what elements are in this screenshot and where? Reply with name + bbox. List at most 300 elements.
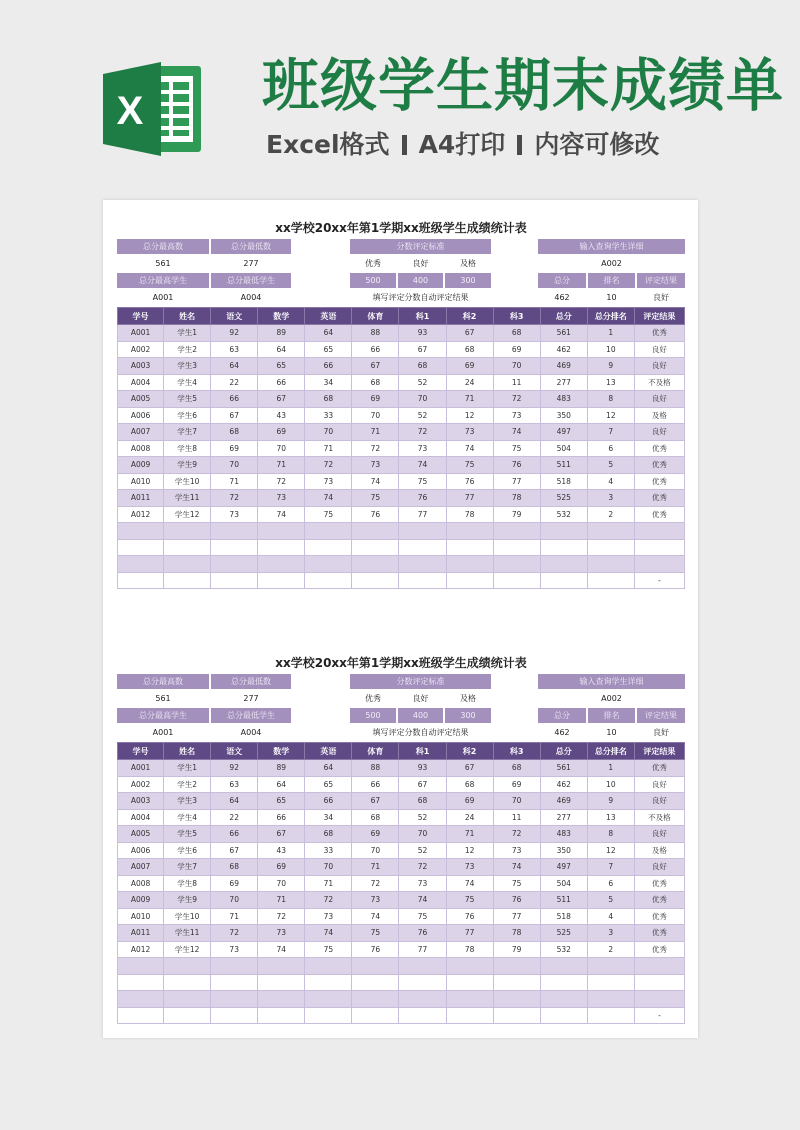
table-cell[interactable]: 66 [258,809,305,826]
table-cell[interactable]: 学生8 [164,440,211,457]
table-cell[interactable]: 92 [211,325,258,342]
empty-cell[interactable] [587,572,634,589]
table-cell[interactable]: 79 [493,506,540,523]
table-cell[interactable]: 88 [352,760,399,777]
column-header[interactable]: 语文 [211,308,258,325]
empty-cell[interactable] [352,539,399,556]
table-cell[interactable]: 66 [258,374,305,391]
empty-cell[interactable] [493,572,540,589]
table-cell[interactable]: 88 [352,325,399,342]
table-cell[interactable]: 73 [399,440,446,457]
empty-cell[interactable] [587,539,634,556]
table-cell[interactable]: 学生4 [164,374,211,391]
empty-cell[interactable] [540,539,587,556]
table-cell[interactable]: 69 [352,391,399,408]
table-cell[interactable]: A007 [118,859,164,876]
table-cell[interactable]: A006 [118,842,164,859]
table-cell[interactable]: 68 [493,325,540,342]
table-cell[interactable]: 73 [258,925,305,942]
table-cell[interactable]: 76 [352,941,399,958]
table-cell[interactable]: 350 [540,407,587,424]
table-cell[interactable]: 3 [587,925,634,942]
table-cell[interactable]: 70 [305,424,352,441]
table-cell[interactable]: 67 [399,776,446,793]
table-cell[interactable]: 67 [211,407,258,424]
empty-cell[interactable] [258,523,305,540]
table-cell[interactable]: 74 [446,440,493,457]
empty-cell[interactable] [352,556,399,573]
table-cell[interactable]: 13 [587,809,634,826]
table-cell[interactable]: 12 [587,842,634,859]
table-cell[interactable]: 22 [211,809,258,826]
column-header[interactable]: 数学 [258,743,305,760]
table-cell[interactable]: 8 [587,826,634,843]
table-cell[interactable]: 73 [446,424,493,441]
table-cell[interactable]: 68 [305,391,352,408]
empty-cell[interactable] [164,991,211,1008]
table-cell[interactable]: 69 [493,341,540,358]
empty-cell[interactable] [258,958,305,975]
table-cell[interactable]: 73 [399,875,446,892]
table-cell[interactable]: 52 [399,842,446,859]
table-cell[interactable]: 78 [493,490,540,507]
table-cell[interactable]: 504 [540,875,587,892]
table-cell[interactable]: 学生3 [164,358,211,375]
table-cell[interactable]: 72 [258,908,305,925]
table-cell[interactable]: 74 [493,424,540,441]
table-cell[interactable]: 良好 [634,424,684,441]
max-student-value[interactable]: A001 [117,290,209,305]
table-cell[interactable]: 71 [305,440,352,457]
table-cell[interactable]: 良好 [634,826,684,843]
table-cell[interactable]: 64 [305,760,352,777]
empty-cell[interactable] [540,974,587,991]
grade-score-excellent[interactable]: 500 [350,708,396,723]
table-cell[interactable]: 68 [305,826,352,843]
table-cell[interactable]: 学生9 [164,457,211,474]
table-cell[interactable]: 5 [587,457,634,474]
empty-cell[interactable] [305,539,352,556]
table-cell[interactable]: 75 [352,490,399,507]
table-cell[interactable]: 73 [493,407,540,424]
table-cell[interactable]: A006 [118,407,164,424]
empty-cell[interactable] [118,991,164,1008]
table-cell[interactable]: 66 [211,391,258,408]
table-cell[interactable]: 469 [540,793,587,810]
table-cell[interactable]: 学生12 [164,941,211,958]
table-cell[interactable]: 77 [446,490,493,507]
table-cell[interactable]: A005 [118,826,164,843]
table-cell[interactable]: 70 [493,358,540,375]
table-cell[interactable]: 74 [399,892,446,909]
table-cell[interactable]: 71 [446,391,493,408]
table-cell[interactable]: 532 [540,506,587,523]
empty-cell[interactable] [634,958,684,975]
table-cell[interactable]: 学生6 [164,407,211,424]
table-cell[interactable]: 优秀 [634,457,684,474]
table-cell[interactable]: 73 [446,859,493,876]
table-cell[interactable]: 72 [493,826,540,843]
empty-cell[interactable] [399,974,446,991]
table-cell[interactable]: 52 [399,407,446,424]
table-cell[interactable]: 69 [446,793,493,810]
grade-score-pass[interactable]: 300 [445,708,491,723]
empty-cell[interactable] [399,523,446,540]
table-cell[interactable]: 68 [352,374,399,391]
table-cell[interactable]: 75 [305,941,352,958]
column-header[interactable]: 姓名 [164,743,211,760]
table-cell[interactable]: 良好 [634,341,684,358]
table-cell[interactable]: 64 [258,341,305,358]
table-cell[interactable]: 优秀 [634,440,684,457]
table-cell[interactable]: 学生10 [164,908,211,925]
column-header[interactable]: 科2 [446,308,493,325]
column-header[interactable]: 总分 [540,308,587,325]
empty-cell[interactable] [164,974,211,991]
table-cell[interactable]: 92 [211,760,258,777]
table-cell[interactable]: 74 [493,859,540,876]
table-cell[interactable]: 76 [446,473,493,490]
empty-cell[interactable] [118,523,164,540]
table-cell[interactable]: 24 [446,374,493,391]
table-cell[interactable]: 9 [587,793,634,810]
table-cell[interactable]: 525 [540,490,587,507]
empty-cell[interactable] [634,523,684,540]
table-cell[interactable]: 43 [258,842,305,859]
table-cell[interactable]: 76 [493,892,540,909]
table-cell[interactable]: 及格 [634,842,684,859]
table-cell[interactable]: 2 [587,941,634,958]
table-cell[interactable]: 33 [305,842,352,859]
table-cell[interactable]: A008 [118,440,164,457]
table-cell[interactable]: A010 [118,473,164,490]
table-cell[interactable]: 74 [446,875,493,892]
empty-cell[interactable] [399,539,446,556]
table-cell[interactable]: 学生6 [164,842,211,859]
table-cell[interactable]: 不及格 [634,374,684,391]
table-cell[interactable]: 72 [493,391,540,408]
table-cell[interactable]: 6 [587,440,634,457]
table-cell[interactable]: 72 [211,925,258,942]
table-cell[interactable]: 学生2 [164,776,211,793]
empty-cell[interactable] [352,991,399,1008]
table-cell[interactable]: 52 [399,809,446,826]
table-cell[interactable]: 3 [587,490,634,507]
table-cell[interactable]: 89 [258,325,305,342]
table-cell[interactable]: 学生8 [164,875,211,892]
table-cell[interactable]: 469 [540,358,587,375]
table-cell[interactable]: 优秀 [634,908,684,925]
empty-cell[interactable] [258,1007,305,1024]
table-cell[interactable]: A008 [118,875,164,892]
table-cell[interactable]: 66 [211,826,258,843]
empty-cell[interactable] [258,572,305,589]
table-cell[interactable]: 优秀 [634,760,684,777]
table-cell[interactable]: 学生4 [164,809,211,826]
table-cell[interactable]: 69 [211,875,258,892]
max-total-value[interactable]: 561 [117,691,209,706]
table-cell[interactable]: A007 [118,424,164,441]
table-cell[interactable]: 75 [352,925,399,942]
table-cell[interactable]: 561 [540,760,587,777]
column-header[interactable]: 科3 [493,308,540,325]
empty-cell[interactable] [352,974,399,991]
empty-cell[interactable] [118,974,164,991]
empty-cell[interactable] [493,991,540,1008]
table-cell[interactable]: 7 [587,859,634,876]
table-cell[interactable]: 77 [493,908,540,925]
table-cell[interactable]: 74 [305,925,352,942]
empty-cell[interactable] [118,539,164,556]
table-cell[interactable]: A009 [118,457,164,474]
table-cell[interactable]: 497 [540,424,587,441]
empty-cell[interactable] [211,974,258,991]
table-cell[interactable]: 78 [446,506,493,523]
empty-cell[interactable] [446,539,493,556]
table-cell[interactable]: 69 [493,776,540,793]
table-cell[interactable]: 67 [352,358,399,375]
table-cell[interactable]: 525 [540,925,587,942]
empty-cell[interactable] [211,523,258,540]
grade-score-excellent[interactable]: 500 [350,273,396,288]
column-header[interactable]: 科2 [446,743,493,760]
table-cell[interactable]: 良好 [634,358,684,375]
empty-cell[interactable] [305,523,352,540]
table-cell[interactable]: 6 [587,875,634,892]
table-cell[interactable]: 52 [399,374,446,391]
table-cell[interactable]: A010 [118,908,164,925]
empty-cell[interactable] [587,974,634,991]
table-cell[interactable]: A011 [118,490,164,507]
table-cell[interactable]: 优秀 [634,490,684,507]
table-cell[interactable]: 72 [258,473,305,490]
table-cell[interactable]: 66 [352,341,399,358]
table-cell[interactable]: 12 [446,842,493,859]
grade-score-pass[interactable]: 300 [445,273,491,288]
table-cell[interactable]: 34 [305,809,352,826]
table-cell[interactable]: 77 [493,473,540,490]
table-cell[interactable]: 43 [258,407,305,424]
grade-score-good[interactable]: 400 [398,273,443,288]
table-cell[interactable]: 75 [493,875,540,892]
empty-cell[interactable] [540,958,587,975]
table-cell[interactable]: 93 [399,325,446,342]
column-header[interactable]: 科1 [399,743,446,760]
table-cell[interactable]: 67 [446,760,493,777]
table-cell[interactable]: 73 [352,892,399,909]
table-cell[interactable]: 78 [493,925,540,942]
table-cell[interactable]: 学生7 [164,424,211,441]
table-cell[interactable]: 12 [587,407,634,424]
table-cell[interactable]: 75 [399,908,446,925]
table-cell[interactable]: A011 [118,925,164,942]
empty-cell[interactable] [305,958,352,975]
table-cell[interactable]: 73 [211,506,258,523]
table-cell[interactable]: 11 [493,809,540,826]
empty-cell[interactable] [399,958,446,975]
empty-cell[interactable] [446,958,493,975]
table-cell[interactable]: 78 [446,941,493,958]
table-cell[interactable]: A012 [118,941,164,958]
table-cell[interactable]: 75 [305,506,352,523]
empty-cell[interactable] [493,523,540,540]
table-cell[interactable]: 74 [258,506,305,523]
table-cell[interactable]: 11 [493,374,540,391]
empty-cell[interactable] [540,523,587,540]
table-cell[interactable]: 学生9 [164,892,211,909]
max-student-value[interactable]: A001 [117,725,209,740]
table-cell[interactable]: 67 [258,826,305,843]
table-cell[interactable]: 65 [258,793,305,810]
table-cell[interactable]: 优秀 [634,325,684,342]
empty-cell[interactable] [164,539,211,556]
table-cell[interactable]: 93 [399,760,446,777]
empty-cell[interactable] [399,556,446,573]
table-cell[interactable]: 277 [540,374,587,391]
table-cell[interactable]: 68 [446,776,493,793]
table-cell[interactable]: 75 [446,892,493,909]
table-cell[interactable]: 及格 [634,407,684,424]
table-cell[interactable]: 66 [305,358,352,375]
table-cell[interactable]: 良好 [634,391,684,408]
table-cell[interactable]: 学生3 [164,793,211,810]
column-header[interactable]: 总分排名 [587,308,634,325]
table-cell[interactable]: 69 [352,826,399,843]
table-cell[interactable]: 70 [493,793,540,810]
empty-cell[interactable] [118,572,164,589]
table-cell[interactable]: 67 [258,391,305,408]
table-cell[interactable]: 350 [540,842,587,859]
table-cell[interactable]: 68 [446,341,493,358]
empty-cell[interactable] [164,958,211,975]
empty-cell[interactable] [164,572,211,589]
table-cell[interactable]: 22 [211,374,258,391]
table-cell[interactable]: 561 [540,325,587,342]
max-total-value[interactable]: 561 [117,256,209,271]
grade-score-good[interactable]: 400 [398,708,443,723]
table-cell[interactable]: 73 [493,842,540,859]
table-cell[interactable]: 483 [540,826,587,843]
table-cell[interactable]: 76 [446,908,493,925]
table-cell[interactable]: 69 [446,358,493,375]
table-cell[interactable]: 483 [540,391,587,408]
table-cell[interactable]: 65 [305,776,352,793]
table-cell[interactable]: 优秀 [634,925,684,942]
table-cell[interactable]: 65 [305,341,352,358]
table-cell[interactable]: 70 [399,391,446,408]
table-cell[interactable]: 76 [399,925,446,942]
table-cell[interactable]: 69 [258,859,305,876]
table-cell[interactable]: 优秀 [634,892,684,909]
empty-cell[interactable] [540,1007,587,1024]
empty-cell[interactable] [164,556,211,573]
empty-cell[interactable] [587,958,634,975]
table-cell[interactable]: 12 [446,407,493,424]
table-cell[interactable]: 518 [540,473,587,490]
table-cell[interactable]: 64 [211,793,258,810]
column-header[interactable]: 总分 [540,743,587,760]
table-cell[interactable]: 72 [352,440,399,457]
empty-cell[interactable] [493,539,540,556]
table-cell[interactable]: A001 [118,325,164,342]
empty-cell[interactable] [587,1007,634,1024]
empty-cell[interactable] [118,556,164,573]
table-cell[interactable]: 70 [211,457,258,474]
table-cell[interactable]: 70 [211,892,258,909]
table-cell[interactable]: 75 [399,473,446,490]
table-cell[interactable]: 优秀 [634,506,684,523]
column-header[interactable]: 科3 [493,743,540,760]
table-cell[interactable]: 497 [540,859,587,876]
table-cell[interactable]: 学生11 [164,925,211,942]
table-cell[interactable]: 462 [540,776,587,793]
table-cell[interactable]: 良好 [634,793,684,810]
column-header[interactable]: 科1 [399,308,446,325]
column-header[interactable]: 英语 [305,308,352,325]
empty-cell[interactable] [118,958,164,975]
table-cell[interactable]: 75 [493,440,540,457]
table-cell[interactable]: 71 [211,473,258,490]
table-cell[interactable]: 10 [587,341,634,358]
table-cell[interactable]: 67 [399,341,446,358]
table-cell[interactable]: A002 [118,341,164,358]
table-cell[interactable]: 学生12 [164,506,211,523]
table-cell[interactable]: 71 [258,892,305,909]
table-cell[interactable]: 64 [258,776,305,793]
empty-cell[interactable] [211,572,258,589]
table-cell[interactable]: 学生5 [164,391,211,408]
table-cell[interactable]: 70 [399,826,446,843]
empty-cell[interactable] [305,1007,352,1024]
empty-cell[interactable] [540,991,587,1008]
empty-cell[interactable] [305,974,352,991]
empty-cell[interactable] [634,991,684,1008]
table-cell[interactable]: 1 [587,760,634,777]
column-header[interactable]: 评定结果 [634,743,684,760]
table-cell[interactable]: 76 [399,490,446,507]
table-cell[interactable]: 70 [305,859,352,876]
table-cell[interactable]: 学生2 [164,341,211,358]
empty-cell[interactable] [352,572,399,589]
table-cell[interactable]: 74 [352,908,399,925]
empty-cell[interactable] [305,556,352,573]
table-cell[interactable]: 73 [352,457,399,474]
table-cell[interactable]: 68 [399,793,446,810]
column-header[interactable]: 评定结果 [634,308,684,325]
column-header[interactable]: 学号 [118,308,164,325]
empty-cell[interactable] [258,974,305,991]
table-cell[interactable]: 71 [352,424,399,441]
table-cell[interactable]: A002 [118,776,164,793]
table-cell[interactable]: 518 [540,908,587,925]
table-cell[interactable]: 67 [211,842,258,859]
min-student-value[interactable]: A004 [211,290,291,305]
table-cell[interactable]: 学生5 [164,826,211,843]
empty-cell[interactable] [634,539,684,556]
empty-cell[interactable] [211,1007,258,1024]
empty-cell[interactable] [493,974,540,991]
table-cell[interactable]: A003 [118,793,164,810]
table-cell[interactable]: 68 [352,809,399,826]
empty-cell[interactable] [446,1007,493,1024]
table-cell[interactable]: 68 [493,760,540,777]
empty-cell[interactable] [493,556,540,573]
empty-cell[interactable] [258,991,305,1008]
empty-cell[interactable] [211,958,258,975]
empty-cell[interactable] [305,991,352,1008]
table-cell[interactable]: 71 [305,875,352,892]
empty-cell[interactable] [211,556,258,573]
